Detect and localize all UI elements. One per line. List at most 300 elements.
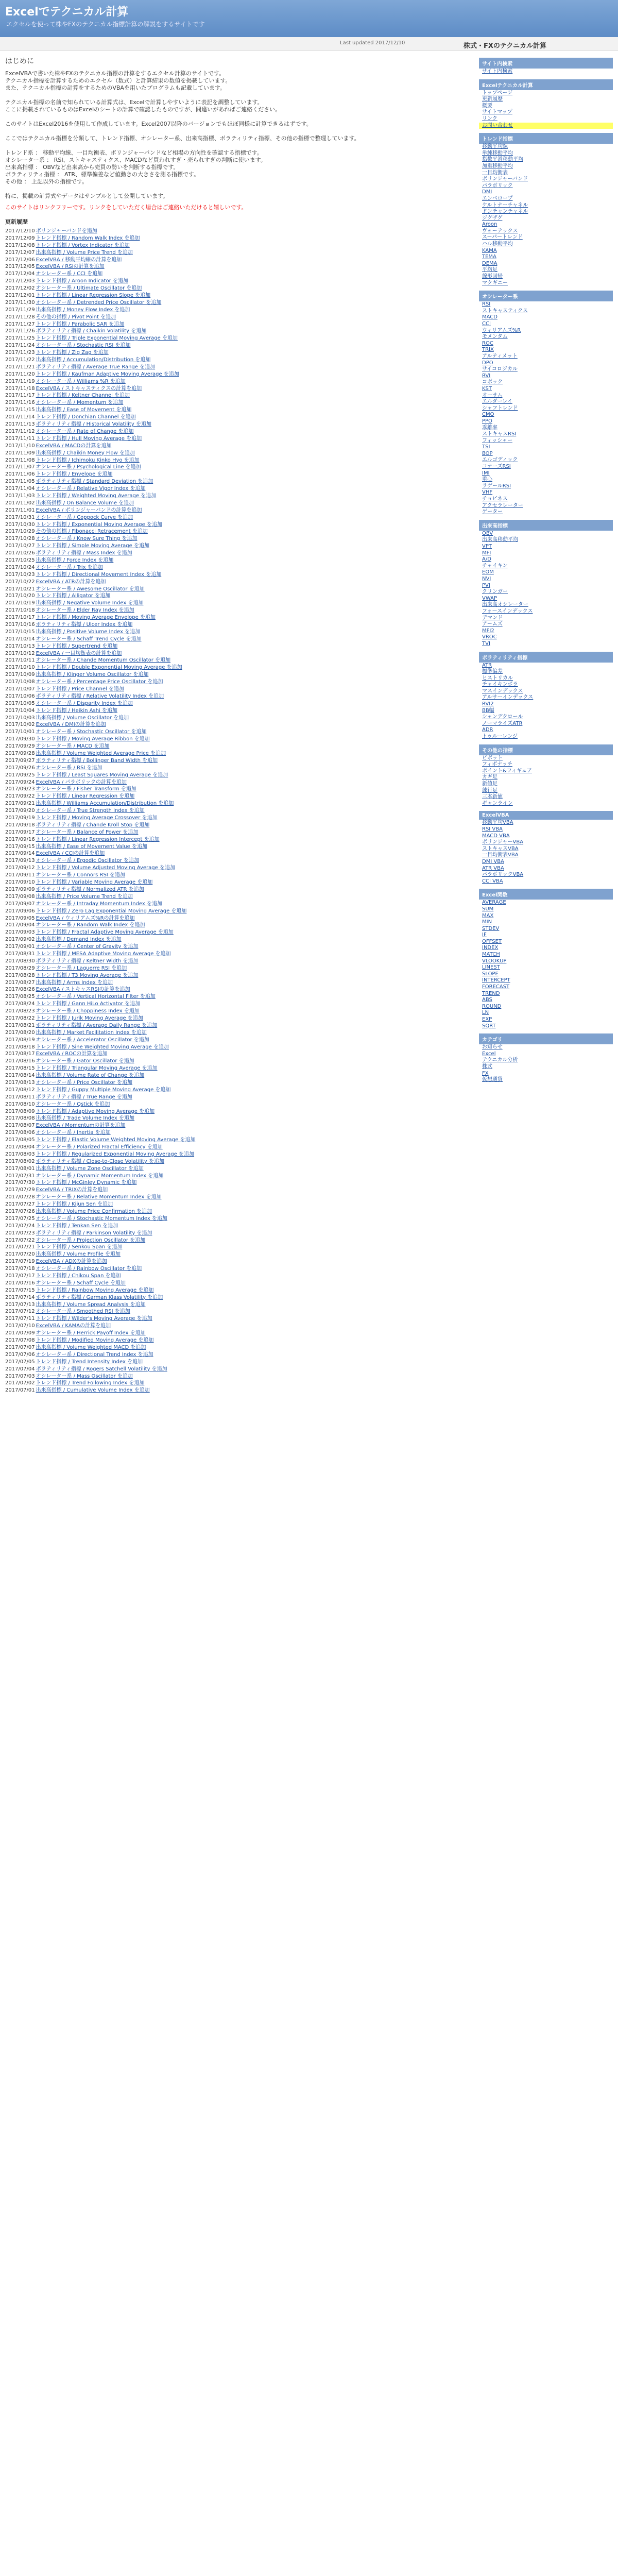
history-link[interactable]: ExcelVBA / ウィリアムズ%Rの計算を追加 [36,915,135,921]
history-link[interactable]: トレンド指標 / Linear Regression Slope を追加 [36,293,151,299]
history-link[interactable]: 出来高指標 / Chaikin Money Flow を追加 [36,450,135,456]
history-link[interactable]: トレンド指標 / Guppy Multiple Moving Average を追加 [36,1087,171,1093]
sidebar-link[interactable]: リンク [482,115,497,122]
history-link[interactable]: トレンド指標 / MESA Adaptive Moving Average を追加 [36,951,171,957]
history-link[interactable]: オシレーター系 / Ultimate Oscillator を追加 [36,285,142,292]
history-link[interactable]: オシレーター系 / Momentum を追加 [36,400,124,406]
sidebar-link[interactable]: ATR [482,662,492,668]
history-link[interactable]: 出来高指標 / On Balance Volume を追加 [36,500,134,506]
history-link[interactable]: トレンド指標 / Volume Adjusted Moving Average を追加 [36,865,175,871]
sidebar-link[interactable]: MAX [482,912,494,919]
sidebar-link[interactable]: サイト内検索 [482,69,513,74]
sidebar-link[interactable]: アームズ [482,621,503,628]
history-link[interactable]: ボラティリティ指標 / Historical Volatility を追加 [36,421,151,428]
history-link[interactable]: オシレーター系 / Relative Vigor Index を追加 [36,486,146,492]
history-link[interactable]: トレンド指標 / Supertrend を追加 [36,643,118,649]
history-link[interactable]: オシレーター系 / RSI を追加 [36,765,102,771]
sidebar-link[interactable]: FX [482,1070,489,1076]
sidebar-link[interactable]: 標準偏差 [482,669,503,675]
sidebar-link[interactable]: チョピネス [482,496,508,502]
history-link[interactable]: ボラティリティ指標 / Rogers Satchell Volatility を追加 [36,1366,167,1372]
history-link[interactable]: ExcelVBA / パラボリックの計算を追加 [36,779,127,785]
sidebar-link[interactable]: DMI [482,189,492,195]
history-link[interactable]: トレンド指標 / Elastic Volume Weighted Moving Average を追加 [36,1137,196,1143]
sidebar-link[interactable]: INTERCEPT [482,977,510,984]
sidebar-link[interactable]: 一目均衡表 [482,170,508,176]
sidebar-link[interactable]: 一目均衡表VBA [482,852,519,858]
history-link[interactable]: オシレーター系 / Dynamic Momentum Index を追加 [36,1173,164,1179]
history-link[interactable]: トレンド指標 / Price Channel を追加 [36,686,124,692]
history-link[interactable]: トレンド指標 / Moving Average Ribbon を追加 [36,736,150,742]
history-link[interactable]: 出来高指標 / Volume Weighted MACD を追加 [36,1344,146,1350]
sidebar-link[interactable]: マクギニー [482,280,508,286]
sidebar-link[interactable]: PVI [482,582,490,588]
sidebar-link[interactable]: スーパートレンド [482,234,523,241]
sidebar-link[interactable]: VHF [482,489,493,496]
sidebar-link[interactable]: 株式 [482,1063,492,1070]
sidebar-link[interactable]: エルゴディック [482,457,518,463]
history-link[interactable]: オシレーター系 / Balance of Power を追加 [36,829,139,835]
sidebar-link[interactable]: デマンド [482,615,503,621]
history-link[interactable]: オシレーター系 / Know Sure Thing を追加 [36,536,138,542]
site-title[interactable]: Excelでテクニカル計算 [5,6,129,19]
sidebar-link[interactable]: IMI [482,470,490,476]
sidebar-link[interactable]: TRIX [482,347,494,353]
sidebar-link[interactable]: ADR [482,727,493,733]
sidebar-link[interactable]: パラボリックVBA [482,872,524,878]
history-link[interactable]: 出来高指標 / Market Facilitation Index を追加 [36,1029,147,1036]
history-link[interactable]: トレンド指標 / Envelope を追加 [36,471,113,478]
history-link[interactable]: ExcelVBA / ROCの計算を追加 [36,1051,108,1057]
sidebar-link[interactable]: ケルトナーチャネル [482,202,528,208]
sidebar-link[interactable]: ドンチャンチャネル [482,209,528,215]
history-link[interactable]: オシレーター系 / Directional Trend Index を追加 [36,1351,153,1358]
history-link[interactable]: トレンド指標 / Sine Weighted Moving Average を追加 [36,1044,169,1050]
sidebar-link[interactable]: SQRT [482,1023,496,1029]
history-link[interactable]: ボラティリティ指標 / Average Daily Range を追加 [36,1022,158,1028]
sidebar-link[interactable]: 三本新値 [482,794,503,800]
history-link[interactable]: 出来高指標 / Volume Zone Oscillator を追加 [36,1165,144,1172]
sidebar-link[interactable]: TVI [482,640,490,647]
history-link[interactable]: オシレーター系 / Price Oscillator を追加 [36,1079,133,1086]
sidebar-link[interactable]: ハル移動平均 [482,241,513,247]
history-link[interactable]: オシレーター系 / Accelerator Oscillator を追加 [36,1037,149,1043]
sidebar-link[interactable]: 移動平均線 [482,144,508,150]
history-link[interactable]: オシレーター系 / Mass Oscillator を追加 [36,1373,133,1379]
history-link[interactable]: オシレーター系 / Stochastic Oscillator を追加 [36,729,147,735]
history-link[interactable]: ボラティリティ指標 / Mass Index を追加 [36,550,132,556]
sidebar-link[interactable]: CMO [482,412,494,418]
sidebar-link[interactable]: アルティメット [482,353,518,359]
history-link[interactable]: その他の指標 / Pivot Point を追加 [36,314,116,320]
sidebar-link[interactable]: OFFSET [482,938,502,944]
history-link[interactable]: 出来高指標 / Volume Spread Analysis を追加 [36,1301,146,1308]
history-link[interactable]: トレンド指標 / Trend Following Index を追加 [36,1380,145,1386]
sidebar-link[interactable]: チャイキンボラ [482,682,518,688]
history-link[interactable]: トレンド指標 / Rainbow Moving Average を追加 [36,1287,154,1293]
history-link[interactable]: オシレーター系 / Williams %R を追加 [36,378,126,384]
sidebar-link[interactable]: Aroon [482,222,497,228]
sidebar-link[interactable]: KAMA [482,247,497,253]
sidebar-link[interactable]: EXP [482,1016,492,1022]
history-link[interactable]: オシレーター系 / True Strength Index を追加 [36,808,145,814]
history-link[interactable]: ExcelVBA / ボリンジャーバンドの計算を追加 [36,507,142,513]
history-link[interactable]: 出来高指標 / Trade Volume Index を追加 [36,1115,135,1122]
history-link[interactable]: 出来高指標 / Volume Oscillator を追加 [36,715,129,721]
history-link[interactable]: オシレーター系 / Stochastic RSI を追加 [36,343,131,349]
history-link[interactable]: 出来高指標 / Ease of Movement Value を追加 [36,843,147,850]
history-link[interactable]: トレンド指標 / Hull Moving Average を追加 [36,435,142,442]
sidebar-link[interactable]: パラボリック [482,182,513,189]
history-link[interactable]: トレンド指標 / Wilder's Moving Average を追加 [36,1316,152,1322]
sidebar-link[interactable]: OBV [482,530,493,536]
history-link[interactable]: ボラティリティ指標 / Standard Deviation を追加 [36,479,153,485]
sidebar-link[interactable]: テクニカル分析 [482,1057,518,1063]
sidebar-link[interactable]: TREND [482,990,500,996]
sidebar-link[interactable]: マスインデックス [482,688,523,694]
sidebar-link[interactable]: ATR VBA [482,865,504,871]
history-link[interactable]: ボラティリティ指標 / Keltner Width を追加 [36,958,139,964]
history-link[interactable]: トレンド指標 / T3 Moving Average を追加 [36,972,139,978]
sidebar-link[interactable]: アクセラレーター [482,502,523,509]
history-link[interactable]: トレンド指標 / Alligator を追加 [36,593,111,599]
sidebar-link[interactable]: オーサム [482,392,503,398]
sidebar-link[interactable]: EOM [482,569,494,575]
history-link[interactable]: オシレーター系 / Qstick を追加 [36,1101,110,1107]
sidebar-link[interactable]: ボリンジャーVBA [482,839,524,845]
sidebar-link[interactable]: VPT [482,544,492,549]
sidebar-link[interactable]: 出来高移動平均 [482,537,518,543]
history-link[interactable]: 出来高指標 / Demand Index を追加 [36,937,122,943]
history-link[interactable]: オシレーター系 / Vertical Horizontal Filter を追加 [36,994,156,1000]
history-link[interactable]: トレンド指標 / Random Walk Index を追加 [36,235,140,241]
sidebar-link[interactable]: トゥルーレンジ [482,734,518,740]
sidebar-link[interactable]: TSI [482,444,490,450]
history-link[interactable]: トレンド指標 / Gann HiLo Activator を追加 [36,1001,141,1007]
history-link[interactable]: ボラティリティ指標 / Ulcer Index を追加 [36,621,133,628]
history-link[interactable]: ボラティリティ指標 / True Range を追加 [36,1094,132,1100]
sidebar-link[interactable]: 出来高オシレーター [482,602,528,608]
history-link[interactable]: オシレーター系 / Awesome Oscillator を追加 [36,586,145,592]
sidebar-link[interactable]: クリンガー [482,589,508,595]
sidebar-link[interactable]: 平均足 [482,267,497,273]
history-link[interactable]: ExcelVBA / TRIXの計算を追加 [36,1187,108,1193]
history-link[interactable]: オシレーター系 / CCI を追加 [36,271,103,277]
sidebar-link[interactable]: カギ足 [482,774,497,781]
sidebar-link[interactable]: 更新履歴 [482,96,503,103]
sidebar-link[interactable]: 概要 [482,103,492,109]
history-link[interactable]: オシレーター系 / Laguerre RSI を追加 [36,965,127,971]
history-link[interactable]: オシレーター系 / Chande Momentum Oscillator を追加 [36,657,171,664]
sidebar-link[interactable]: 指数平滑移動平均 [482,157,523,163]
sidebar-link[interactable]: ストキャスRSI [482,431,517,437]
sidebar-link[interactable]: ボリンジャーバンド [482,176,528,182]
history-link[interactable]: トレンド指標 / Simple Moving Average を追加 [36,543,149,549]
sidebar-link[interactable]: ヒストリカル [482,675,513,681]
history-link[interactable]: トレンド指標 / Aroon Indicator を追加 [36,278,128,284]
history-link[interactable]: トレンド指標 / Moving Average Envelope を追加 [36,615,156,621]
history-link[interactable]: オシレーター系 / Detrended Price Oscillator を追加 [36,299,162,306]
history-link[interactable]: トレンド指標 / Donchian Channel を追加 [36,414,136,420]
sidebar-link[interactable]: RSI VBA [482,826,503,832]
sidebar-link[interactable]: VWAP [482,595,497,601]
sidebar-link[interactable]: RSI [482,301,491,308]
history-link[interactable]: オシレーター系 / Smoothed RSI を追加 [36,1309,130,1315]
sidebar-link[interactable]: TEMA [482,254,496,260]
history-link[interactable]: オシレーター系 / Polarized Fractal Efficiency を追加 [36,1144,163,1150]
sidebar-link[interactable]: ヴォーテックス [482,228,518,234]
history-link[interactable]: 出来高指標 / Accumulation/Distribution を追加 [36,357,151,363]
sidebar-link[interactable]: ポイント&フィギュア [482,768,532,774]
history-link[interactable]: 出来高指標 / Arms Index を追加 [36,979,113,986]
history-link[interactable]: トレンド指標 / Trend Intensity Index を追加 [36,1359,143,1365]
history-link[interactable]: トレンド指標 / Tenkan Sen を追加 [36,1223,118,1229]
history-link[interactable]: オシレーター系 / Relative Momentum Index を追加 [36,1194,162,1200]
history-link[interactable]: ExcelVBA / RSIの計算を追加 [36,264,105,270]
sidebar-link[interactable]: DEMA [482,260,497,266]
sidebar-link[interactable]: BOP [482,450,493,456]
sidebar-link[interactable]: 仮想通貨 [482,1077,503,1083]
sidebar-link[interactable]: FORECAST [482,984,510,990]
history-link[interactable]: ExcelVBA / ADXの計算を追加 [36,1259,107,1265]
history-link[interactable]: 出来高指標 / Volume Profile を追加 [36,1251,121,1258]
history-link[interactable]: オシレーター系 / Schaff Trend Cycle を追加 [36,636,142,642]
history-link[interactable]: トレンド指標 / Kijun Sen を追加 [36,1201,113,1208]
history-link[interactable]: ExcelVBA / 移動平均線の計算を追加 [36,257,122,263]
history-link[interactable]: ExcelVBA / 一目均衡表の計算を追加 [36,650,122,656]
history-link[interactable]: トレンド指標 / Senkou Span を追加 [36,1244,123,1250]
history-link[interactable]: オシレーター系 / Elder Ray Index を追加 [36,607,134,614]
sidebar-link[interactable]: MACD [482,314,497,320]
history-link[interactable]: トレンド指標 / Least Squares Moving Average を追加 [36,772,168,778]
sidebar-link[interactable]: シャフトレンド [482,405,518,411]
history-link[interactable]: ExcelVBA / DMIの計算を追加 [36,722,106,728]
sidebar-link[interactable]: MFI [482,550,491,556]
history-link[interactable]: オシレーター系 / Gator Oscillator を追加 [36,1058,134,1064]
site-logo[interactable]: 株式・FXのテクニカル計算 [464,42,547,50]
history-link[interactable]: トレンド指標 / Weighted Moving Average を追加 [36,493,157,499]
history-link[interactable]: ボラティリティ指標 / Bollinger Band Width を追加 [36,757,158,764]
sidebar-link[interactable]: ストキャスVBA [482,845,519,852]
sidebar-link[interactable]: 重心 [482,477,492,483]
sidebar-link[interactable]: RVI [482,372,491,379]
sidebar-link[interactable]: 乖離率 [482,425,497,431]
sidebar-link[interactable]: CCI VBA [482,878,503,884]
sidebar-link[interactable]: KST [482,385,492,392]
sidebar-link[interactable]: ピボット [482,755,503,761]
history-link[interactable]: オシレーター系 / Intraday Momentum Index を追加 [36,901,163,907]
history-link[interactable]: 出来高指標 / Negative Volume Index を追加 [36,600,144,606]
history-link[interactable]: オシレーター系 / MACD を追加 [36,743,110,750]
history-link[interactable]: トレンド指標 / Regularized Exponential Moving Average を追加 [36,1151,195,1157]
sidebar-link[interactable]: フィッシャー [482,437,512,444]
history-link[interactable]: その他の指標 / Fibonacci Retracement を追加 [36,529,148,535]
sidebar-link[interactable]: 線形回帰 [482,274,503,280]
sidebar-link[interactable]: アルサーインデックス [482,694,534,701]
history-link[interactable]: トレンド指標 / Triangular Moving Average を追加 [36,1065,158,1072]
history-link[interactable]: オシレーター系 / Rate of Change を追加 [36,428,134,434]
history-link[interactable]: オシレーター系 / Coppock Curve を追加 [36,514,133,520]
history-link[interactable]: ExcelVBA / ストキャスティクスの計算を追加 [36,385,142,392]
sidebar-link[interactable]: 練行足 [482,787,497,793]
history-link[interactable]: 出来高指標 / Ease of Movement を追加 [36,407,132,413]
history-link[interactable]: オシレーター系 / Fisher Transform を追加 [36,786,136,792]
history-link[interactable]: 出来高指標 / Money Flow Index を追加 [36,307,130,313]
sidebar-link[interactable]: PPO [482,418,492,424]
sidebar-link[interactable]: エンベロープ [482,195,513,201]
history-link[interactable]: オシレーター系 / Percentage Price Oscillator を追加 [36,679,163,685]
sidebar-link[interactable]: トップページ [482,90,513,96]
sidebar-link[interactable]: MACD VBA [482,833,510,839]
history-link[interactable]: 出来高指標 / Volume Price Trend を追加 [36,249,133,256]
history-link[interactable]: トレンド指標 / Zig Zag を追加 [36,350,109,356]
history-link[interactable]: オシレーター系 / Psychological Line を追加 [36,464,141,470]
sidebar-link[interactable]: INDEX [482,945,499,951]
history-link[interactable]: ボラティリティ指標 / Garman Klass Volatility を追加 [36,1294,163,1300]
sidebar-link[interactable]: コナーズRSI [482,464,511,470]
history-link[interactable]: トレンド指標 / Variable Moving Average を追加 [36,879,153,886]
history-link[interactable]: オシレーター系 / Connors RSI を追加 [36,872,125,878]
history-link[interactable]: トレンド指標 / Jurik Moving Average を追加 [36,1015,143,1021]
sidebar-link[interactable]: ストキャスティクス [482,308,528,314]
sidebar-link[interactable]: ABS [482,997,492,1003]
sidebar-link[interactable]: CCI [482,321,491,327]
sidebar-link[interactable]: 新値足 [482,781,497,787]
history-link[interactable]: トレンド指標 / Moving Average Crossover を追加 [36,815,158,821]
history-link[interactable]: オシレーター系 / Stochastic Momentum Index を追加 [36,1215,167,1222]
sidebar-link[interactable]: RVI2 [482,701,494,707]
history-link[interactable]: 出来高指標 / Force Index を追加 [36,557,114,563]
history-link[interactable]: ボラティリティ指標 / Chaikin Volatility を追加 [36,328,147,334]
history-link[interactable]: 出来高指標 / Price Volume Trend を追加 [36,893,133,900]
history-link[interactable]: オシレーター系 / Disparity Index を追加 [36,700,133,706]
history-link[interactable]: トレンド指標 / Linear Regression Intercept を追加 [36,836,160,842]
history-link[interactable]: トレンド指標 / Vortex Indicator を追加 [36,242,130,248]
sidebar-link[interactable]: DPO [482,360,493,366]
sidebar-link[interactable]: チャイキン [482,563,508,569]
sidebar-link[interactable]: SUM [482,906,494,912]
history-link[interactable]: ExcelVBA / MACDの計算を追加 [36,443,112,449]
history-link[interactable]: ExcelVBA / ATRの計算を追加 [36,579,106,585]
history-link[interactable]: トレンド指標 / Double Exponential Moving Average を追加 [36,665,182,671]
sidebar-link[interactable]: DMI VBA [482,858,504,865]
sidebar-link[interactable]: Excel [482,1050,496,1057]
history-link[interactable]: 出来高指標 / Volume Price Confirmation を追加 [36,1209,152,1215]
sidebar-link[interactable]: LINEST [482,964,500,971]
history-link[interactable]: ボリンジャーバンドを追加 [36,228,97,234]
history-link[interactable]: トレンド指標 / Heikin Ashi を追加 [36,707,117,714]
sidebar-link[interactable]: MATCH [482,952,500,958]
history-link[interactable]: トレンド指標 / Kaufman Adaptive Moving Average を追加 [36,371,179,377]
sidebar-link[interactable]: NVI [482,575,491,582]
history-link[interactable]: トレンド指標 / Directional Movement Index を追加 [36,571,162,578]
sidebar-link[interactable]: A/D [482,556,491,563]
sidebar-link[interactable]: コポック [482,379,503,385]
sidebar-link[interactable]: サイトマップ [482,109,512,115]
history-link[interactable]: ExcelVBA / CCIの計算を追加 [36,851,105,857]
history-link[interactable]: オシレーター系 / Inertia を追加 [36,1130,111,1136]
sidebar-link[interactable]: シャンデクロール [482,714,523,720]
history-link[interactable]: ボラティリティ指標 / Close-to-Close Volatility を追加 [36,1158,165,1164]
history-link[interactable]: ボラティリティ指標 / Normalized ATR を追加 [36,886,144,892]
history-link[interactable]: オシレーター系 / Schaff Cycle を追加 [36,1280,126,1286]
sidebar-link[interactable]: モメンタム [482,334,508,340]
history-link[interactable]: ExcelVBA / KAMAの計算を追加 [36,1323,111,1329]
sidebar-link[interactable]: 移動平均VBA [482,820,513,826]
history-link[interactable]: トレンド指標 / Adaptive Moving Average を追加 [36,1108,155,1114]
history-link[interactable]: トレンド指標 / Parabolic SAR を追加 [36,321,125,327]
sidebar-link[interactable]: フォースインデックス [482,608,533,614]
history-link[interactable]: トレンド指標 / Zero Lag Exponential Moving Average を追加 [36,908,187,914]
sidebar-link[interactable]: VLOOKUP [482,958,507,964]
history-link[interactable]: トレンド指標 / Keltner Channel を追加 [36,393,130,399]
sidebar-link[interactable]: お知らせ [482,1044,503,1050]
history-link[interactable]: 出来高指標 / Klinger Volume Oscillator を追加 [36,672,149,678]
sidebar-link[interactable]: ギャンライン [482,800,513,806]
sidebar-link[interactable]: MFI2 [482,628,494,634]
history-link[interactable]: 出来高指標 / Volume Weighted Average Price を追加 [36,751,166,757]
history-link[interactable]: トレンド指標 / Modified Moving Average を追加 [36,1337,154,1344]
history-link[interactable]: ExcelVBA / ストキャスRSIの計算を追加 [36,987,130,993]
history-link[interactable]: オシレーター系 / Rainbow Oscillator を追加 [36,1266,142,1272]
sidebar-link[interactable]: AVERAGE [482,900,506,906]
history-link[interactable]: ボラティリティ指標 / Average True Range を追加 [36,364,156,370]
history-link[interactable]: オシレーター系 / Herrick Payoff Index を追加 [36,1330,146,1336]
sidebar-link[interactable]: ウィリアムズ%R [482,327,521,333]
history-link[interactable]: オシレーター系 / Choppiness Index を追加 [36,1008,140,1014]
history-link[interactable]: トレンド指標 / Triple Exponential Moving Average を追加 [36,335,178,342]
history-link[interactable]: トレンド指標 / Fractal Adaptive Moving Average を追加 [36,929,174,936]
sidebar-link[interactable]: BB幅 [482,707,494,714]
sidebar-link[interactable]: IF [482,932,487,938]
sidebar-link[interactable]: STDEV [482,925,500,931]
history-link[interactable]: トレンド指標 / Linear Regression を追加 [36,793,135,800]
history-link[interactable]: トレンド指標 / Exponential Moving Average を追加 [36,521,162,528]
sidebar-link[interactable]: MIN [482,919,492,925]
sidebar-link[interactable]: 単純移動平均 [482,150,513,156]
history-link[interactable]: ボラティリティ指標 / Chande Kroll Stop を追加 [36,822,150,828]
history-link[interactable]: オシレーター系 / Center of Gravity を追加 [36,944,139,950]
sidebar-link[interactable]: ジグザグ [482,215,503,221]
history-link[interactable]: ExcelVBA / Momentumの計算を追加 [36,1123,126,1129]
sidebar-link[interactable]: エルダーレイ [482,399,512,405]
sidebar-link[interactable]: ROUND [482,1003,502,1009]
history-link[interactable]: 出来高指標 / Williams Accumulation/Distribution を追加 [36,801,174,807]
history-link[interactable]: 出来高指標 / Cumulative Volume Index を追加 [36,1387,150,1394]
sidebar-link[interactable]: LN [482,1010,489,1016]
history-link[interactable]: トレンド指標 / Ichimoku Kinko Hyo を追加 [36,457,140,463]
sidebar-link[interactable]: VROC [482,634,497,640]
history-link[interactable]: ボラティリティ指標 / Parkinson Volatility を追加 [36,1230,152,1236]
sidebar-link[interactable]: ラゲールRSI [482,483,511,489]
history-link[interactable]: オシレーター系 / Ergodic Oscillator を追加 [36,858,140,864]
history-link[interactable]: オシレーター系 / Projection Oscillator を追加 [36,1237,146,1243]
sidebar-link[interactable]: ROC [482,340,493,346]
history-link[interactable]: 出来高指標 / Positive Volume Index を追加 [36,629,141,635]
history-link[interactable]: オシレーター系 / Trix を追加 [36,564,103,570]
sidebar-link[interactable]: お問い合わせ [479,123,613,129]
history-link[interactable]: 出来高指標 / Volume Rate of Change を追加 [36,1073,145,1079]
history-link[interactable]: オシレーター系 / Random Walk Index を追加 [36,922,145,928]
sidebar-link[interactable]: ゲーター [482,509,503,515]
sidebar-link[interactable]: 加重移動平均 [482,163,513,169]
sidebar-link[interactable]: ノーマライズATR [482,720,523,726]
history-link[interactable]: トレンド指標 / McGinley Dynamic を追加 [36,1180,137,1186]
history-link[interactable]: ボラティリティ指標 / Relative Volatility Index を追加 [36,693,164,699]
history-link[interactable]: トレンド指標 / Chikou Span を追加 [36,1273,121,1279]
sidebar-link[interactable]: フィボナッチ [482,761,512,768]
sidebar-link[interactable]: サイコロジカル [482,366,518,372]
